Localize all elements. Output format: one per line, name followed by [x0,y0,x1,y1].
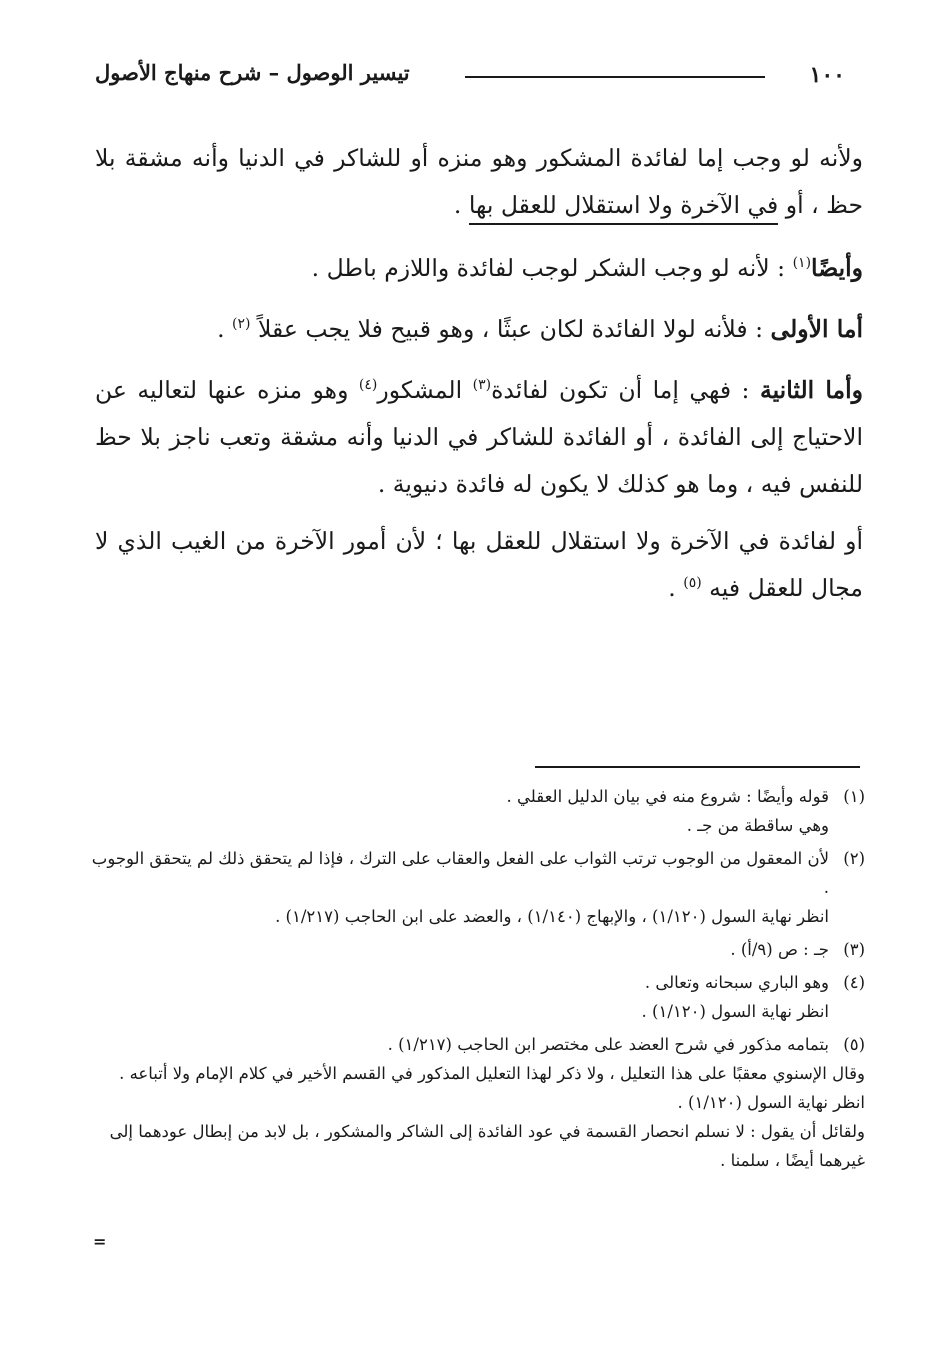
paragraph-3-lead: أما الأولى [770,315,863,343]
paragraph-2 [95,245,863,292]
paragraph-1-text: ولأنه لو وجب إما لفائدة المشكور وهو منزه أو للشاكر في الدنيا وأنه مشقة بلا حظ ، أو [95,144,863,219]
paragraph-1 [95,135,863,229]
footnotes [88,782,865,1175]
footnote-4-line-2: انظر نهاية السول (١/١٢٠) . [641,1002,829,1021]
paragraph-5-end: . [668,574,684,602]
footnote-ref-5: (٥) [683,575,702,592]
footnote-number: (٥) [843,1035,865,1054]
page-number: ١٠٠ [809,62,845,88]
footnote-number: (٢) [843,849,865,868]
footnote-5-line-2: وقال الإسنوي معقبًا على هذا التعليل ، ولا ذكر لهذا التعليل المذكور في القسم الأخير في كلام الإمام ولا أتباعه . [119,1064,865,1083]
paragraph-4-text-b: المشكور [377,376,473,404]
paragraph-3-end: . [217,315,233,343]
footnote-5 [88,1030,865,1059]
paragraph-4 [95,367,863,508]
footnote-4 [88,968,865,997]
footnote-text: وهو الباري سبحانه وتعالى . [644,973,829,992]
header-rule [465,76,765,78]
paragraph-1-underlined: في الآخرة ولا استقلال للعقل بها [469,191,778,225]
footnote-3 [88,935,865,964]
paragraph-4-text-a: : فهي إما أن تكون لفائدة [491,376,760,404]
footnote-ref-4: (٤) [358,377,378,394]
footnote-2 [88,844,865,902]
paragraph-2-text: : لأنه لو وجب الشكر لوجب لفائدة واللازم باطل . [311,254,793,282]
paragraph-4-text-c: وهو منزه عنها لتعاليه عن الاحتياج إلى الفائدة ، أو الفائدة للشاكر في الدنيا وأنه مشقة وتعب ناجز بلا حظ للنفس فيه ، وما هو كذلك لا يكون له فائدة دنيوية . [95,376,863,498]
footnote-number: (١) [843,787,865,806]
footnote-text: قوله وأيضًا : شروع منه في بيان الدليل العقلي . [506,787,829,806]
footnote-5-line-4: ولقائل أن يقول : لا نسلم انحصار القسمة في عود الفائدة إلى الشاكر والمشكور ، بل لابد من إبطال عودهما إلى غيرهما أيضًا ، سلمنا . [109,1122,865,1170]
footnote-1-line-2: وهي ساقطة من جـ . [686,816,829,835]
footnote-5-line-3: انظر نهاية السول (١/١٢٠) . [677,1093,865,1112]
running-title: تيسير الوصول – شرح منهاج الأصول [95,60,410,85]
paragraph-4-lead: وأما الثانية [759,376,863,404]
footnote-ref-2: (٢) [232,316,251,333]
footnote-ref-1: (١) [792,255,812,272]
footnote-text: بتمامه مذكور في شرح العضد على مختصر ابن الحاجب (١/٢١٧) . [387,1035,829,1054]
footnote-1 [88,782,865,811]
footnote-number: (٤) [843,973,865,992]
running-header [95,58,855,98]
footnote-2-line-2: انظر نهاية السول (١/١٢٠) ، والإبهاج (١/١٤٠) ، والعضد على ابن الحاجب (١/٢١٧) . [275,907,829,926]
paragraph-3 [95,306,863,353]
continuation-mark: = [93,1232,107,1251]
footnote-text: لأن المعقول من الوجوب ترتب الثواب على الفعل والعقاب على الترك ، فإذا لم يتحقق ذلك لم يتحقق الوجوب . [91,849,829,897]
footnote-separator [535,766,860,768]
paragraph-5-text: أو لفائدة في الآخرة ولا استقلال للعقل بها ؛ لأن أمور الآخرة من الغيب الذي لا مجال للعقل فيه [95,527,863,602]
paragraph-1-end: . [453,191,469,219]
footnote-text: جـ : ص (٩/أ) . [730,940,829,959]
paragraph-3-text: : فلأنه لولا الفائدة لكان عبثًا ، وهو قبيح فلا يجب عقلاً [250,315,771,343]
paragraph-5 [95,518,863,612]
footnote-ref-3: (٣) [472,377,492,394]
paragraph-2-lead: وأيضًا [811,254,863,282]
footnote-number: (٣) [843,940,865,959]
main-text [95,135,863,626]
